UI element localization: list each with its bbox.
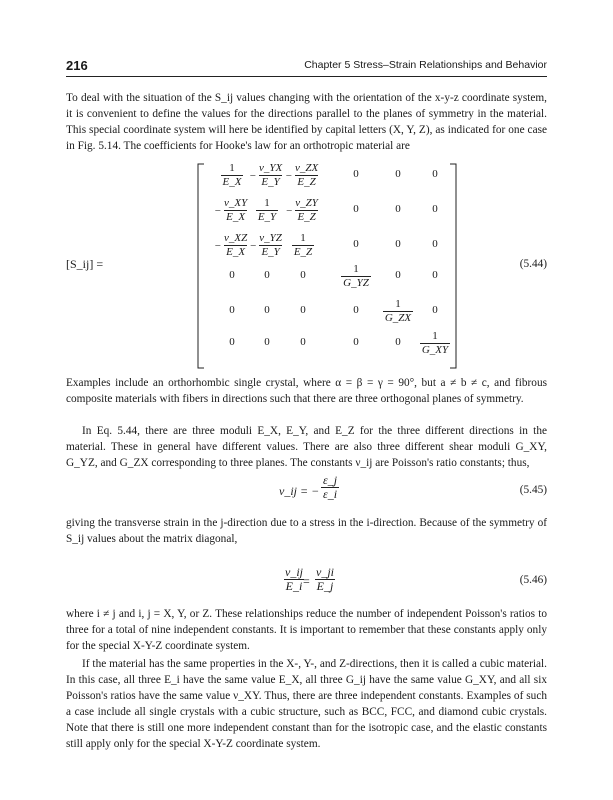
- matrix-cell: 0: [300, 336, 306, 348]
- matrix-cell: 0: [229, 269, 235, 281]
- running-header: [66, 58, 547, 74]
- paragraph-transverse: giving the transverse strain in the j-direction due to a stress in the i-direction. Because of the symmetry of S_ij values about the matrix diagonal,: [66, 517, 547, 545]
- matrix-cell: 0: [353, 238, 359, 250]
- chapter-title: Chapter 5 Stress–Strain Relationships and Behavior: [304, 59, 547, 71]
- eq546-right-numerator: ν_ji: [316, 565, 334, 579]
- paragraph-examples: Examples include an orthorhombic single crystal, where α = β = γ = 90°, but a ≠ b ≠ c, and fibrous composite materials with fibers in directions such that there are three orthogonal planes of symmetry.: [66, 377, 547, 405]
- matrix-cell: 0: [229, 304, 235, 316]
- matrix-cell: 0: [229, 336, 235, 348]
- equation-number-5-44: (5.44): [519, 258, 547, 270]
- eq545-fraction: [321, 474, 339, 501]
- matrix-cell: 1 G_ZX: [384, 298, 412, 324]
- matrix-cell: 0: [264, 304, 270, 316]
- header-rule: [66, 76, 547, 77]
- matrix-cell: 0: [395, 238, 401, 250]
- matrix-cell: 0: [395, 336, 401, 348]
- matrix-cell: 0: [432, 203, 438, 215]
- paragraph-cubic: If the material has the same properties in the X-, Y-, and Z-directions, then it is called a cubic material. In this case, all three E_i have the same value E_X, all three G_ij have the same value G_XY, and all six Poisson's ratios have the same value ν_XY. Thus, there are three independent constants. Examples of such a case include all single crystals with a cubic structure, such as BCC, FCC, and diamond cubic crystals. Note that there is still one more independent constant than for the isotropic case, and the elastic constants still apply only for the special X-Y-Z coordinate system.: [66, 658, 547, 750]
- eq545-lhs: ν_ij = −: [279, 484, 320, 498]
- paragraph-moduli: In Eq. 5.44, there are three moduli E_X, E_Y, and E_Z for the three different directions in the material. These in general have different values. There are also three different shear moduli G_XY, G_YZ, and G_ZX corresponding to three planes. The constants ν_ij are Poisson's ratio constants; thus,: [66, 425, 547, 469]
- eq546-left-numerator: ν_ij: [285, 565, 303, 579]
- matrix-cell: 0: [353, 168, 359, 180]
- eq546-left-fraction: [283, 566, 305, 593]
- equation-number-5-46: (5.46): [519, 574, 547, 586]
- matrix-cell: 0: [395, 168, 401, 180]
- matrix-cell: − $\frac{\nu\_ZY}{E\_Z}$: [286, 197, 318, 223]
- eq546-right-denominator: E_j: [316, 579, 334, 593]
- matrix-cell: 0: [432, 168, 438, 180]
- eq546-equals: =: [303, 574, 310, 588]
- matrix-cell: 0: [353, 203, 359, 215]
- matrix-cell: 1 G_XY: [421, 330, 449, 356]
- eq546-right-fraction: [314, 566, 336, 593]
- matrix-cell: 1 E_Z: [293, 232, 313, 258]
- matrix-cell: 0: [395, 269, 401, 281]
- matrix-cell: 0: [353, 304, 359, 316]
- matrix-cell: − $\frac{\nu\_YZ}{E\_Y}$: [250, 232, 282, 258]
- matrix-cell: 1 E_Y: [257, 197, 277, 223]
- equation-number-5-45: (5.45): [519, 484, 547, 496]
- matrix-cell: 0: [432, 269, 438, 281]
- eq545-numerator: ε_j: [323, 473, 338, 487]
- matrix-cell: 1 G_YZ: [343, 263, 369, 289]
- matrix-cell: − $\frac{\nu\_XZ}{E\_X}$: [214, 232, 248, 258]
- matrix-cell: − $\frac{\nu\_ZX}{E\_Z}$: [285, 162, 319, 188]
- matrix-label: [S_ij] =: [66, 257, 104, 271]
- eq546-left-denominator: E_i: [285, 579, 303, 593]
- matrix-cell: 0: [353, 336, 359, 348]
- matrix-cell: 0: [264, 269, 270, 281]
- matrix-cell: 1 E_X: [222, 162, 242, 188]
- page-number: 216: [66, 58, 88, 73]
- matrix-cell: − $\frac{\nu\_YX}{E\_Y}$: [249, 162, 283, 188]
- matrix-cell: 0: [395, 203, 401, 215]
- paragraph-intro: To deal with the situation of the S_ij values changing with the orientation of the x-y-z coordinate system, it is convenient to define the values for the directions parallel to the planes of symmetry in the material. This special coordinate system will here be identified by capital letters (X, Y, Z), as indicated for one case in Fig. 5.14. The coefficients for Hooke's law for an orthotropic material are: [66, 92, 547, 152]
- eq545-denominator: ε_i: [323, 487, 338, 501]
- matrix-cell: 0: [264, 336, 270, 348]
- matrix-cell: 0: [300, 269, 306, 281]
- matrix-cell: 0: [432, 304, 438, 316]
- matrix-cell: 0: [432, 238, 438, 250]
- matrix-cell: 0: [300, 304, 306, 316]
- paragraph-relationships: where i ≠ j and i, j = X, Y, or Z. These relationships reduce the number of independent Poisson's ratios to three for a total of nine independent constants. It is important to remember that these constants apply only for the special X-Y-Z coordinate system.: [66, 608, 547, 652]
- matrix-cell: − $\frac{\nu\_XY}{E\_X}$: [214, 197, 248, 223]
